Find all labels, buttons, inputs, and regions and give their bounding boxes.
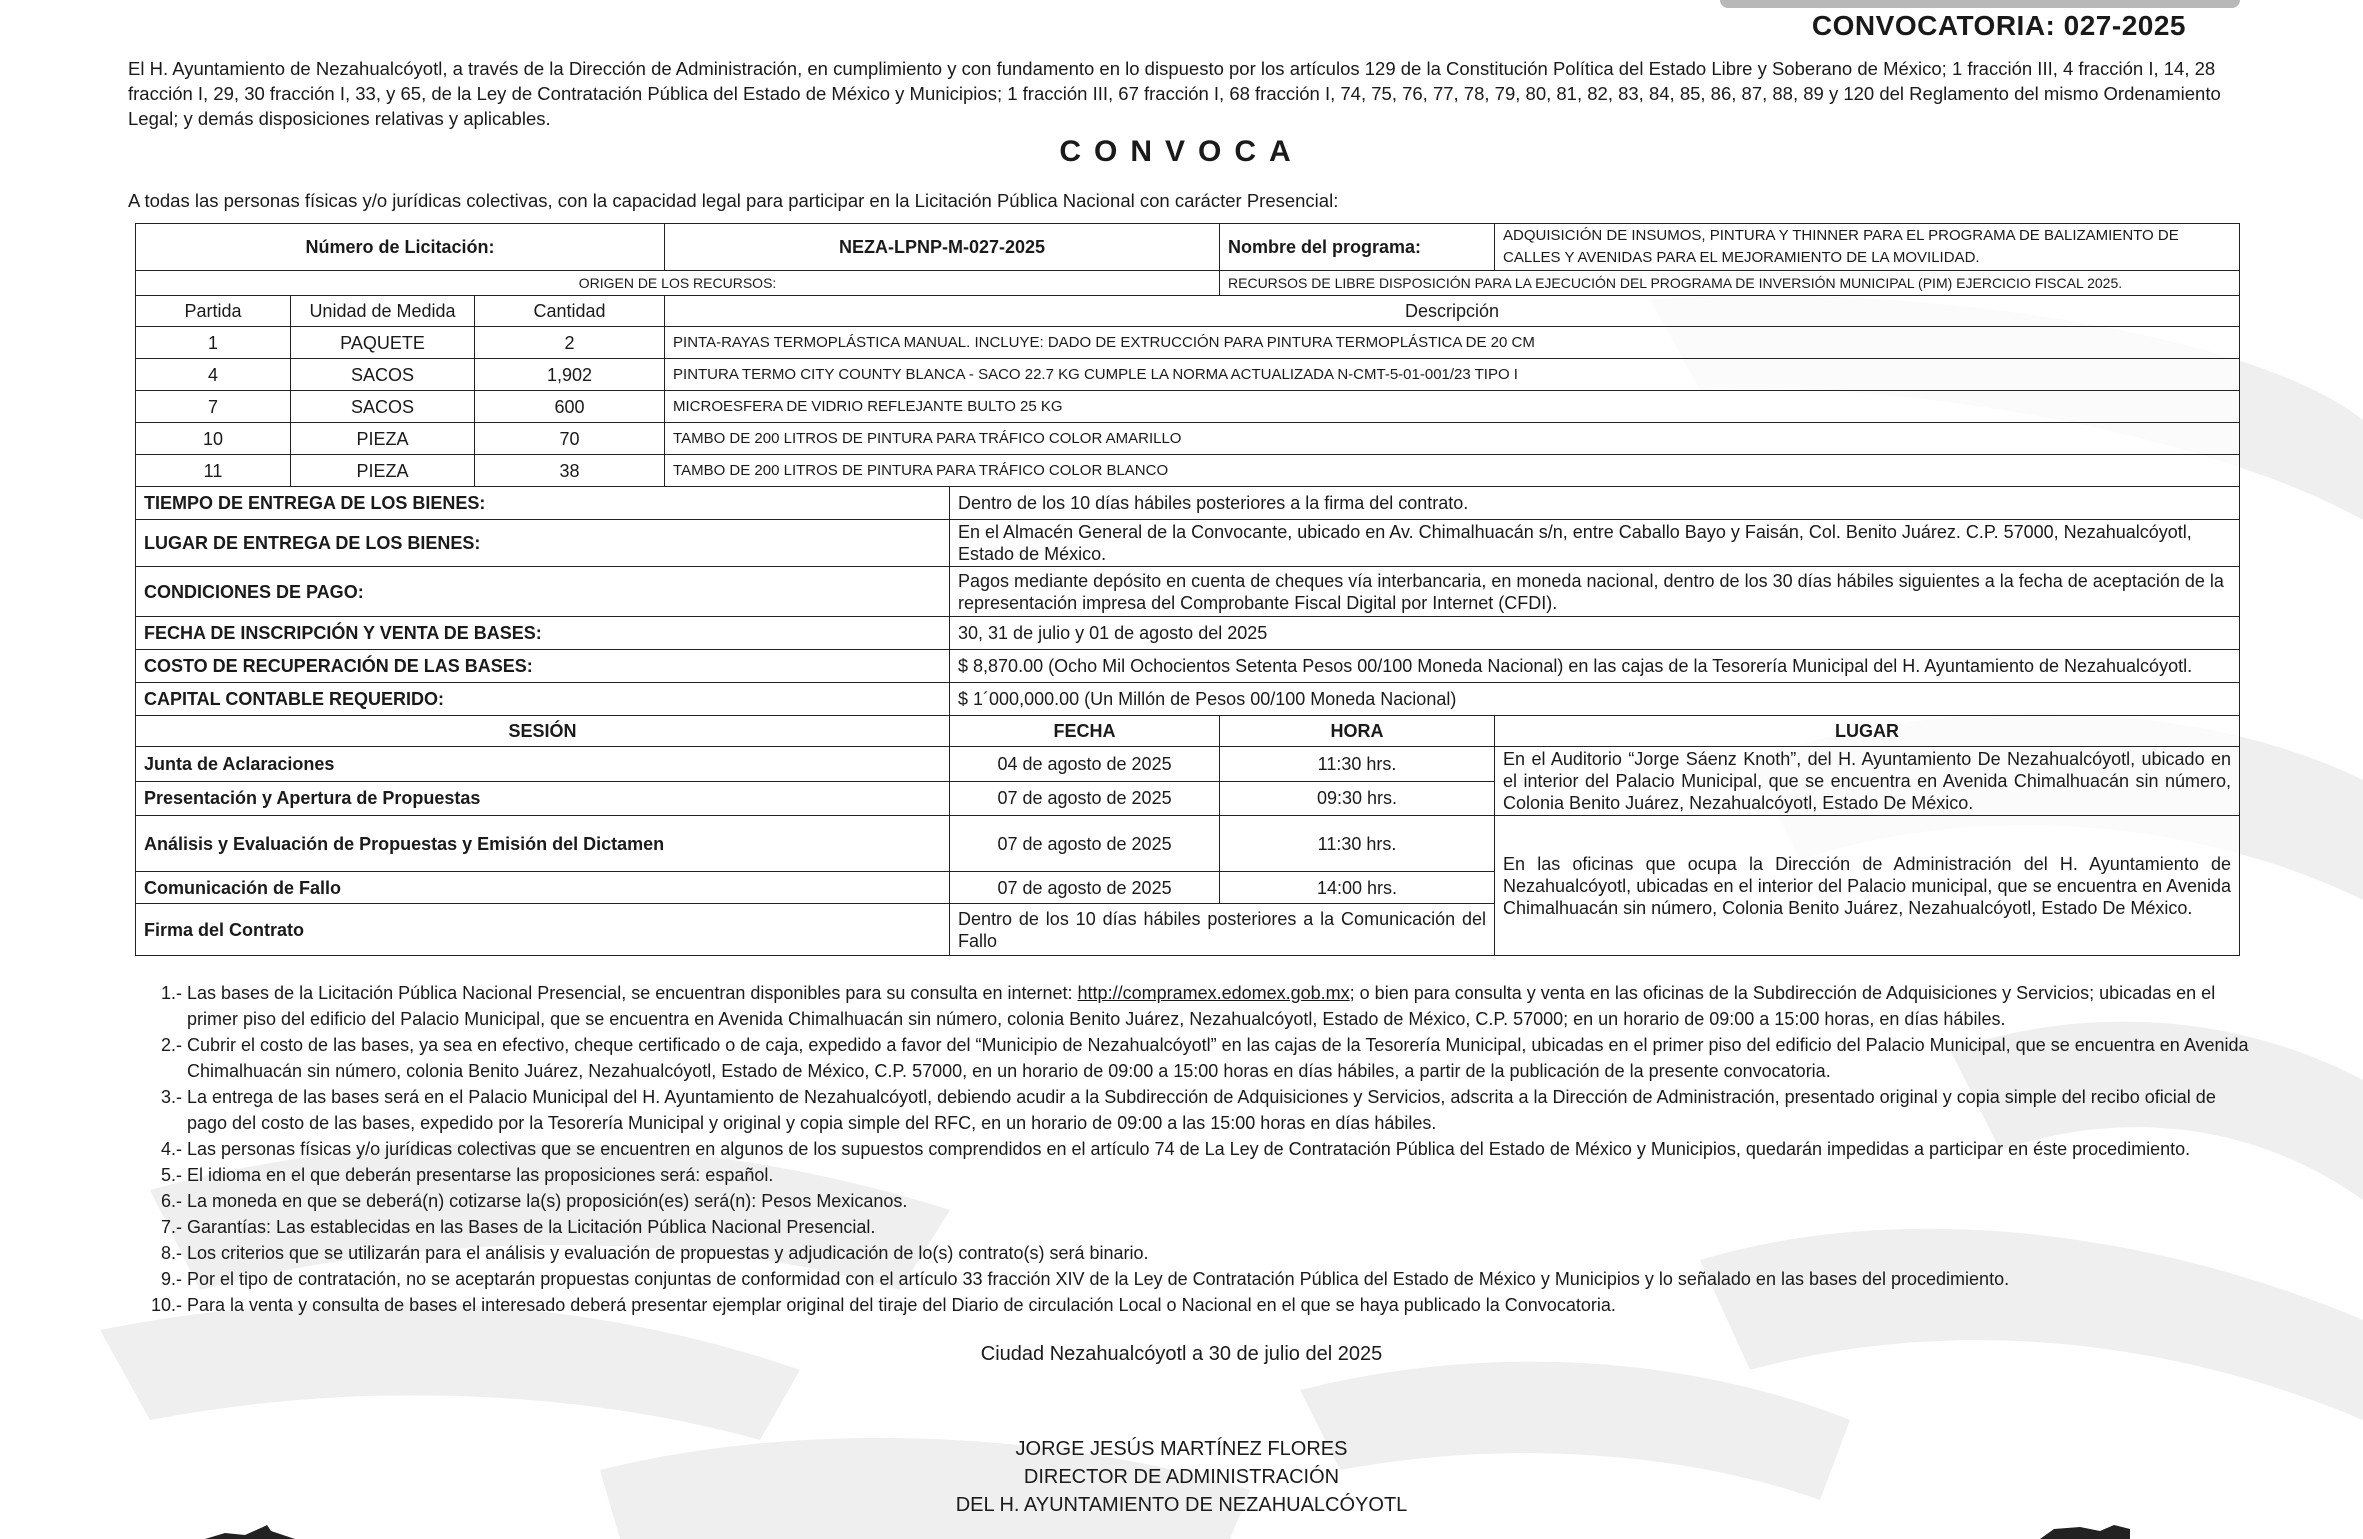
condition-row <box>136 520 2240 567</box>
condition-row <box>136 650 2240 683</box>
session-date: 07 de agosto de 2025 <box>950 816 1220 872</box>
resource-origin-value: RECURSOS DE LIBRE DISPOSICIÓN PARA LA EJECUCIÓN DEL PROGRAMA DE INVERSIÓN MUNICIPAL (PIM) EJERCICIO FISCAL 2025. <box>1220 271 2240 296</box>
note-item <box>140 1084 2250 1136</box>
item-row <box>136 391 2240 423</box>
item-descripcion: MICROESFERA DE VIDRIO REFLEJANTE BULTO 25 KG <box>665 391 2240 423</box>
note-item <box>140 1032 2250 1084</box>
col-unidad-header: Unidad de Medida <box>291 296 475 327</box>
note-text: La entrega de las bases será en el Palacio Municipal del H. Ayuntamiento de Nezahualcóyotl, debiendo acudir a la Subdirección de Adquisiciones y Servicios, adscrita a la Dirección de Administración, presentado original y copia simple del recibo oficial de pago del costo de las bases, expedido por la Tesorería Municipal y original y copia simple del RFC, en un horario de 09:00 a las 15:00 horas en días hábiles. <box>187 1087 2216 1133</box>
session-place-auditorio: En el Auditorio “Jorge Sáenz Knoth”, del H. Ayuntamiento De Nezahualcóyotl, ubicado en el interior del Palacio Municipal, que se encuentra en Avenida Chimalhuacán sin número, Colonia Benito Juárez, Nezahualcóyotl, Estado De México. <box>1495 747 2240 816</box>
condition-label: TIEMPO DE ENTREGA DE LOS BIENES: <box>136 487 950 520</box>
condition-label: CAPITAL CONTABLE REQUERIDO: <box>136 683 950 716</box>
licitacion-table <box>135 223 2240 956</box>
signer-organization: DEL H. AYUNTAMIENTO DE NEZAHUALCÓYOTL <box>955 1494 1408 1516</box>
item-partida: 7 <box>136 391 291 423</box>
note-item <box>140 1266 2250 1292</box>
session-row <box>136 747 2240 782</box>
note-number: 9.- <box>160 1269 182 1289</box>
col-cantidad-header: Cantidad <box>475 296 665 327</box>
session-time: 11:30 hrs. <box>1220 816 1495 872</box>
note-item <box>140 1214 2250 1240</box>
condition-value: Dentro de los 10 días hábiles posteriores a la firma del contrato. <box>950 487 2240 520</box>
session-time: 09:30 hrs. <box>1220 781 1495 816</box>
bases-link[interactable]: http://compramex.edomex.gob.mx <box>1077 983 1350 1003</box>
item-row <box>136 455 2240 487</box>
note-item <box>140 1240 2250 1266</box>
condition-value: $ 8,870.00 (Ocho Mil Ochocientos Setenta Pesos 00/100 Moneda Nacional) en las cajas de la Tesorería Municipal del H. Ayuntamiento de Nezahualcóyotl. <box>950 650 2240 683</box>
licitacion-number-value: NEZA-LPNP-M-027-2025 <box>665 224 1220 271</box>
licitacion-number-label: Número de Licitación: <box>136 224 665 271</box>
item-descripcion: TAMBO DE 200 LITROS DE PINTURA PARA TRÁFICO COLOR BLANCO <box>665 455 2240 487</box>
note-text: Las personas físicas y/o jurídicas colectivas que se encuentren en algunos de los supuestos comprendidos en el artículo 74 de La Ley de Contratación Pública del Estado de México y Municipios, quedarán impedidas a participar en éste procedimiento. <box>187 1139 2191 1159</box>
note-item <box>140 1136 2250 1162</box>
item-cantidad: 2 <box>475 327 665 359</box>
convocatoria-number: CONVOCATORIA: 027-2025 <box>1811 10 2186 41</box>
item-row <box>136 359 2240 391</box>
note-number: 8.- <box>160 1243 182 1263</box>
item-cantidad: 38 <box>475 455 665 487</box>
session-place-oficinas: En las oficinas que ocupa la Dirección de Administración del H. Ayuntamiento de Nezahualcóyotl, ubicadas en el interior del Palacio municipal, que se encuentra en Avenida Chimalhuacán sin número, Colonia Benito Juárez, Nezahualcóyotl, Estado De México. <box>1495 816 2240 956</box>
condition-row <box>136 567 2240 617</box>
item-partida: 11 <box>136 455 291 487</box>
note-text: Cubrir el costo de las bases, ya sea en efectivo, cheque certificado o de caja, expedido a favor del “Municipio de Nezahualcóyotl” en las cajas de la Tesorería Municipal, ubicadas en el primer piso del edificio del Palacio Municipal, que se encuentra en Avenida Chimalhuacán sin número, colonia Benito Juárez, Nezahualcóyotl, Estado de México, C.P. 57000, en un horario de 09:00 a 15:00 horas en días hábiles, a partir de la publicación de la presente convocatoria. <box>187 1035 2249 1081</box>
program-name-value: ADQUISICIÓN DE INSUMOS, PINTURA Y THINNER PARA EL PROGRAMA DE BALIZAMIENTO DE CALLES Y AVENIDAS PARA EL MEJORAMIENTO DE LA MOVILIDAD. <box>1495 224 2240 271</box>
resource-origin-row <box>136 271 2240 296</box>
items-header-row <box>136 296 2240 327</box>
note-number: 7.- <box>160 1217 182 1237</box>
col-sesion-header: SESIÓN <box>136 716 950 747</box>
program-name-label: Nombre del programa: <box>1220 224 1495 271</box>
note-number: 3.- <box>160 1087 182 1107</box>
condition-row <box>136 683 2240 716</box>
item-descripcion: TAMBO DE 200 LITROS DE PINTURA PARA TRÁFICO COLOR AMARILLO <box>665 423 2240 455</box>
session-time: 11:30 hrs. <box>1220 747 1495 782</box>
note-item <box>140 1188 2250 1214</box>
note-number: 1.- <box>160 983 182 1003</box>
item-row <box>136 423 2240 455</box>
condition-value: Pagos mediante depósito en cuenta de cheques vía interbancaria, en moneda nacional, dentro de los 30 días hábiles siguientes a la fecha de aceptación de la representación impresa del Comprobante Fiscal Digital por Internet (CFDI). <box>950 567 2240 617</box>
top-decoration-bar <box>1720 0 2240 8</box>
note-item <box>140 980 2250 1032</box>
session-date: 07 de agosto de 2025 <box>950 781 1220 816</box>
col-hora-header: HORA <box>1220 716 1495 747</box>
item-unidad: SACOS <box>291 359 475 391</box>
session-name: Presentación y Apertura de Propuestas <box>136 781 950 816</box>
note-number: 5.- <box>160 1165 182 1185</box>
col-lugar-header: LUGAR <box>1495 716 2240 747</box>
convoca-title: CONVOCA <box>1059 135 1304 168</box>
session-row <box>136 816 2240 872</box>
note-text: Para la venta y consulta de bases el interesado deberá presentar ejemplar original del tiraje del Diario de circulación Local o Nacional en el que se haya publicado la Convocatoria. <box>187 1295 1616 1315</box>
note-text: Las bases de la Licitación Pública Nacional Presencial, se encuentran disponibles para su consulta en internet: <box>187 983 1078 1003</box>
note-item <box>140 1292 2250 1318</box>
note-text: El idioma en el que deberán presentarse las proposiciones será: español. <box>187 1165 774 1185</box>
note-text-continued: ; o bien para consulta y venta en las oficinas de la Subdirección de Adquisiciones y Servicios; ubicadas en el primer piso del edificio del Palacio Municipal, que se encuentra en Avenida Chimalhuacán sin número, colonia Benito Juárez, Nezahualcóyotl, Estado de México, C.P. 57000; en un horario de 09:00 a 15:00 horas, en días hábiles. <box>187 983 2216 1029</box>
item-partida: 10 <box>136 423 291 455</box>
bottom-right-logo-fragment <box>2040 1525 2130 1539</box>
bottom-left-logo-fragment <box>205 1525 295 1539</box>
session-name: Comunicación de Fallo <box>136 872 950 904</box>
session-name: Firma del Contrato <box>136 904 950 956</box>
resource-origin-label: ORIGEN DE LOS RECURSOS: <box>136 271 1220 296</box>
item-unidad: SACOS <box>291 391 475 423</box>
item-unidad: PIEZA <box>291 423 475 455</box>
condition-row <box>136 617 2240 650</box>
condition-row <box>136 487 2240 520</box>
condition-label: CONDICIONES DE PAGO: <box>136 567 950 617</box>
item-cantidad: 70 <box>475 423 665 455</box>
note-text: La moneda en que se deberá(n) cotizarse la(s) proposición(es) será(n): Pesos Mexicanos. <box>187 1191 908 1211</box>
item-unidad: PIEZA <box>291 455 475 487</box>
note-text: Los criterios que se utilizarán para el análisis y evaluación de propuestas y adjudicación de lo(s) contrato(s) será binario. <box>187 1243 1149 1263</box>
session-name: Análisis y Evaluación de Propuestas y Emisión del Dictamen <box>136 816 950 872</box>
item-unidad: PAQUETE <box>291 327 475 359</box>
item-cantidad: 1,902 <box>475 359 665 391</box>
item-partida: 4 <box>136 359 291 391</box>
signer-title: DIRECTOR DE ADMINISTRACIÓN <box>1023 1466 1340 1488</box>
sessions-header-row <box>136 716 2240 747</box>
session-date: 04 de agosto de 2025 <box>950 747 1220 782</box>
note-number: 6.- <box>160 1191 182 1211</box>
condition-label: COSTO DE RECUPERACIÓN DE LAS BASES: <box>136 650 950 683</box>
item-descripcion: PINTURA TERMO CITY COUNTY BLANCA - SACO 22.7 KG CUMPLE LA NORMA ACTUALIZADA N-CMT-5-01-001/23 TIPO I <box>665 359 2240 391</box>
item-row <box>136 327 2240 359</box>
condition-value: En el Almacén General de la Convocante, ubicado en Av. Chimalhuacán s/n, entre Caballo Bayo y Faisán, Col. Benito Juárez. C.P. 57000, Nezahualcóyotl, Estado de México. <box>950 520 2240 567</box>
note-number: 4.- <box>160 1139 182 1159</box>
col-fecha-header: FECHA <box>950 716 1220 747</box>
note-text: Garantías: Las establecidas en las Bases de la Licitación Pública Nacional Presencial. <box>187 1217 876 1237</box>
condition-value: 30, 31 de julio y 01 de agosto del 2025 <box>950 617 2240 650</box>
invitation-line: A todas las personas físicas y/o jurídicas colectivas, con la capacidad legal para participar en la Licitación Pública Nacional con carácter Presencial: <box>128 190 1339 211</box>
note-text: Por el tipo de contratación, no se aceptarán propuestas conjuntas de conformidad con el artículo 33 fracción XIV de la Ley de Contratación Pública del Estado de México y Municipios y lo señalado en las bases del procedimiento. <box>187 1269 2010 1289</box>
condition-label: LUGAR DE ENTREGA DE LOS BIENES: <box>136 520 950 567</box>
item-cantidad: 600 <box>475 391 665 423</box>
item-descripcion: PINTA-RAYAS TERMOPLÁSTICA MANUAL. INCLUYE: DADO DE EXTRUCCIÓN PARA PINTURA TERMOPLÁSTICA DE 20 CM <box>665 327 2240 359</box>
city-date: Ciudad Nezahualcóyotl a 30 de julio del 2025 <box>980 1343 1383 1365</box>
col-partida-header: Partida <box>136 296 291 327</box>
condition-value: $ 1´000,000.00 (Un Millón de Pesos 00/100 Moneda Nacional) <box>950 683 2240 716</box>
session-name: Junta de Aclaraciones <box>136 747 950 782</box>
session-date: Dentro de los 10 días hábiles posteriores a la Comunicación del Fallo <box>950 904 1495 956</box>
note-number: 2.- <box>160 1035 182 1055</box>
note-item <box>140 1162 2250 1188</box>
intro-paragraph: El H. Ayuntamiento de Nezahualcóyotl, a través de la Dirección de Administración, en cumplimiento y con fundamento en lo dispuesto por los artículos 129 de la Constitución Política del Estado Libre y Soberano de México; 1 fracción III, 4 fracción I, 14, 28 fracción I, 29, 30 fracción I, 33, y 65, de la Ley de Contratación Pública del Estado de México y Municipios; 1 fracción III, 67 fracción I, 68 fracción I, 74, 75, 76, 77, 78, 79, 80, 81, 82, 83, 84, 85, 86, 87, 88, 89 y 120 del Reglamento del mismo Ordenamiento Legal; y demás disposiciones relativas y aplicables. <box>128 58 2221 129</box>
session-time: 14:00 hrs. <box>1220 872 1495 904</box>
signer-name: JORGE JESÚS MARTÍNEZ FLORES <box>1015 1438 1348 1460</box>
col-descripcion-header: Descripción <box>665 296 2240 327</box>
signature-block <box>0 1435 2363 1519</box>
condition-label: FECHA DE INSCRIPCIÓN Y VENTA DE BASES: <box>136 617 950 650</box>
item-partida: 1 <box>136 327 291 359</box>
licitacion-number-row <box>136 224 2240 271</box>
note-number: 10.- <box>150 1295 182 1315</box>
notes-list <box>140 980 2250 1318</box>
session-date: 07 de agosto de 2025 <box>950 872 1220 904</box>
